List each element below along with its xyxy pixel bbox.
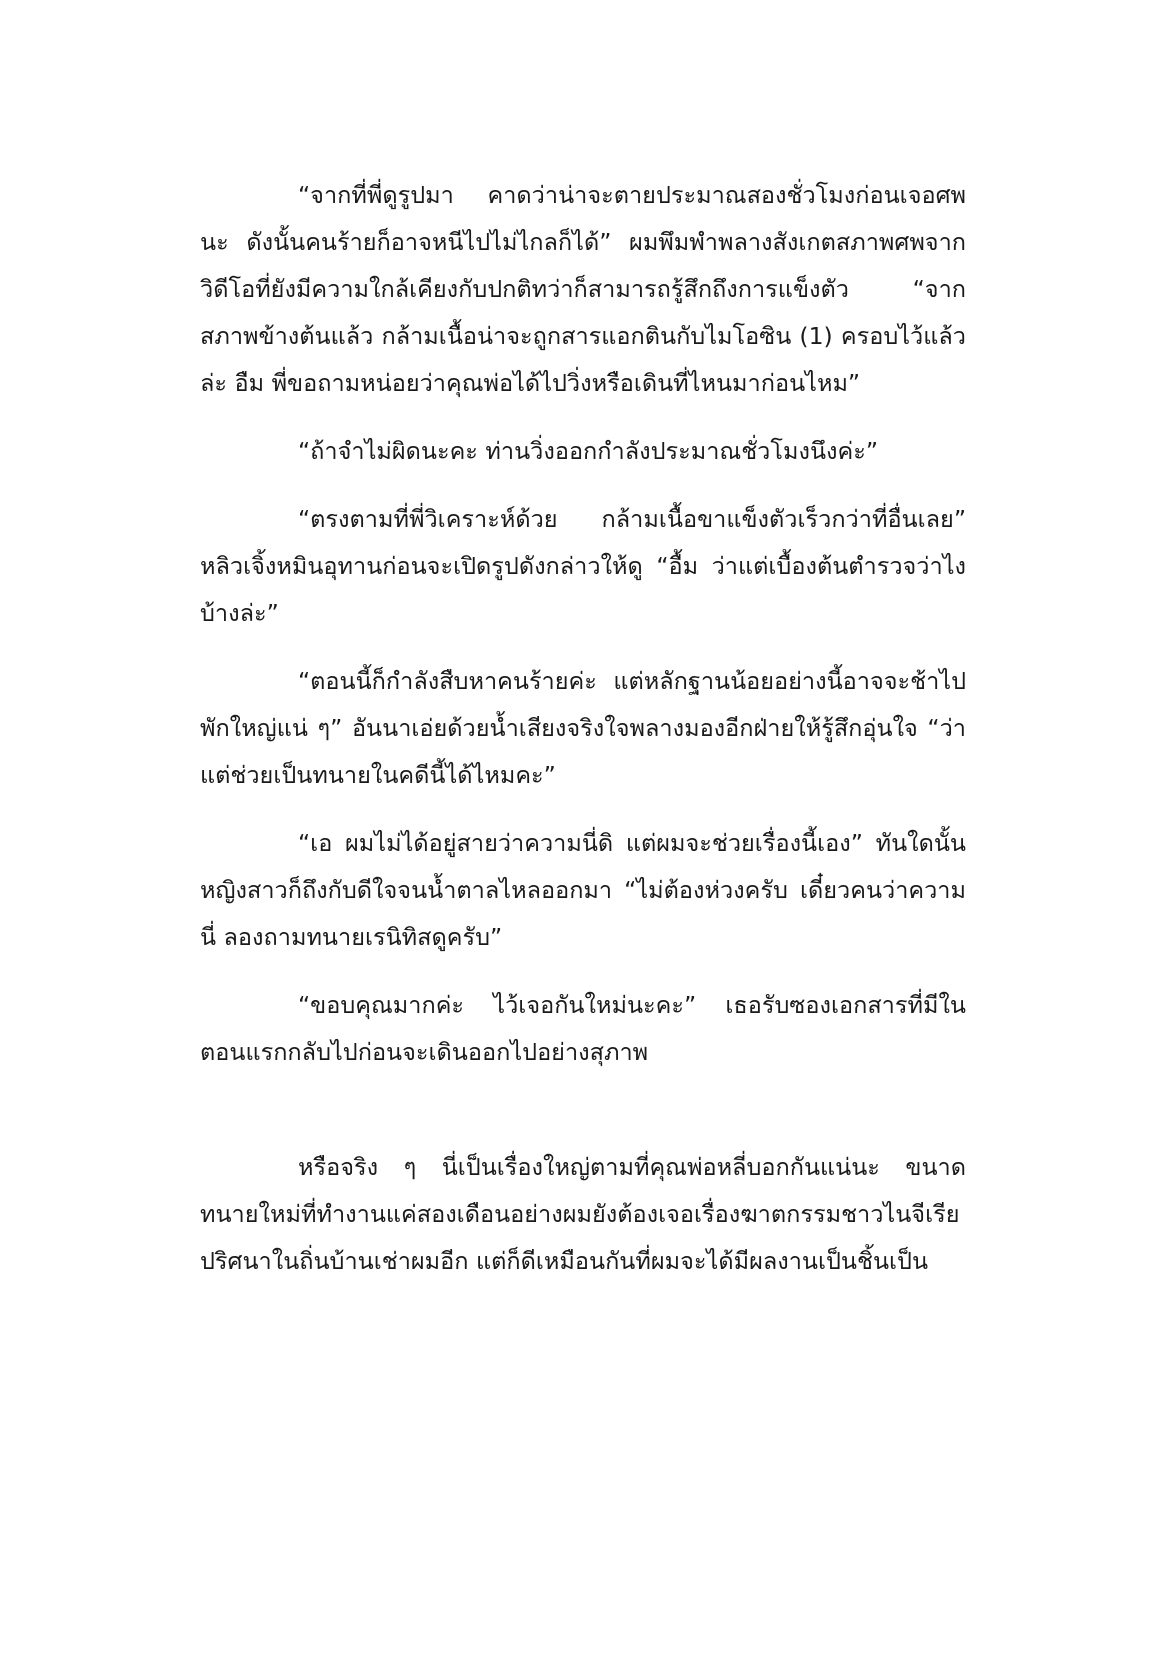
document-body: [200, 172, 966, 1285]
paragraph-spacer: [200, 961, 966, 982]
section-break: [200, 1076, 966, 1144]
paragraph-spacer: [200, 475, 966, 496]
paragraph-3: “ตรงตามที่พี่วิเคราะห์ด้วย กล้ามเนื้อขาแข็งตัวเร็วกว่าที่อื่นเลย” หลิวเจิ้งหมินอุทานก่อนจะเปิดรูปดังกล่าวให้ดู “อื้ม ว่าแต่เบื้องต้นตำรวจว่าไงบ้างล่ะ”: [200, 505, 966, 627]
paragraph-5: “เอ ผมไม่ได้อยู่สายว่าความนี่ดิ แต่ผมจะช่วยเรื่องนี้เอง” ทันใดนั้นหญิงสาวก็ถึงกับดีใจจนน้ำตาลไหลออกมา “ไม่ต้องห่วงครับ เดี๋ยวคนว่าความนี่ ลองถามทนายเรนิทิสดูครับ”: [200, 829, 966, 951]
paragraph-4: “ตอนนี้ก็กำลังสืบหาคนร้ายค่ะ แต่หลักฐานน้อยอย่างนี้อาจจะช้าไปพักใหญ่แน่ ๆ” อันนาเอ่ยด้วยน้ำเสียงจริงใจพลางมองอีกฝ่ายให้รู้สึกอุ่นใจ “ว่าแต่ช่วยเป็นทนายในคดีนี้ได้ไหมคะ”: [200, 667, 966, 789]
paragraph-spacer: [200, 407, 966, 428]
paragraph-spacer: [200, 637, 966, 658]
paragraph-spacer: [200, 799, 966, 820]
paragraph-2: “ถ้าจำไม่ผิดนะคะ ท่านวิ่งออกกำลังประมาณชั่วโมงนึงค่ะ”: [298, 437, 879, 465]
paragraph-7: หรือจริง ๆ นี่เป็นเรื่องใหญ่ตามที่คุณพ่อหลี่บอกกันแน่นะ ขนาดทนายใหม่ที่ทำงานแค่สองเดือนอย่างผมยังต้องเจอเรื่องฆาตกรรมชาวไนจีเรียปริศนาในถิ่นบ้านเช่าผมอีก แต่ก็ดีเหมือนกันที่ผมจะได้มีผลงานเป็นชิ้นเป็น: [200, 1153, 966, 1275]
paragraph-6: “ขอบคุณมากค่ะ ไว้เจอกันใหม่นะคะ” เธอรับซองเอกสารที่มีในตอนแรกกลับไปก่อนจะเดินออกไปอย่างสุภาพ: [200, 991, 966, 1066]
paragraph-1: “จากที่พี่ดูรูปมา คาดว่าน่าจะตายประมาณสองชั่วโมงก่อนเจอศพนะ ดังนั้นคนร้ายก็อาจหนีไปไม่ไกลก็ได้” ผมพึมพำพลางสังเกตสภาพศพจากวิดีโอที่ยังมีความใกล้เคียงกับปกติทว่าก็สามารถรู้สึกถึงการแข็งตัว “จากสภาพข้างต้นแล้ว กล้ามเนื้อน่าจะถูกสารแอกตินกับไมโอซิน (1) ครอบไว้แล้วล่ะ อืม พี่ขอถามหน่อยว่าคุณพ่อได้ไปวิ่งหรือเดินที่ไหนมาก่อนไหม”: [200, 181, 966, 397]
